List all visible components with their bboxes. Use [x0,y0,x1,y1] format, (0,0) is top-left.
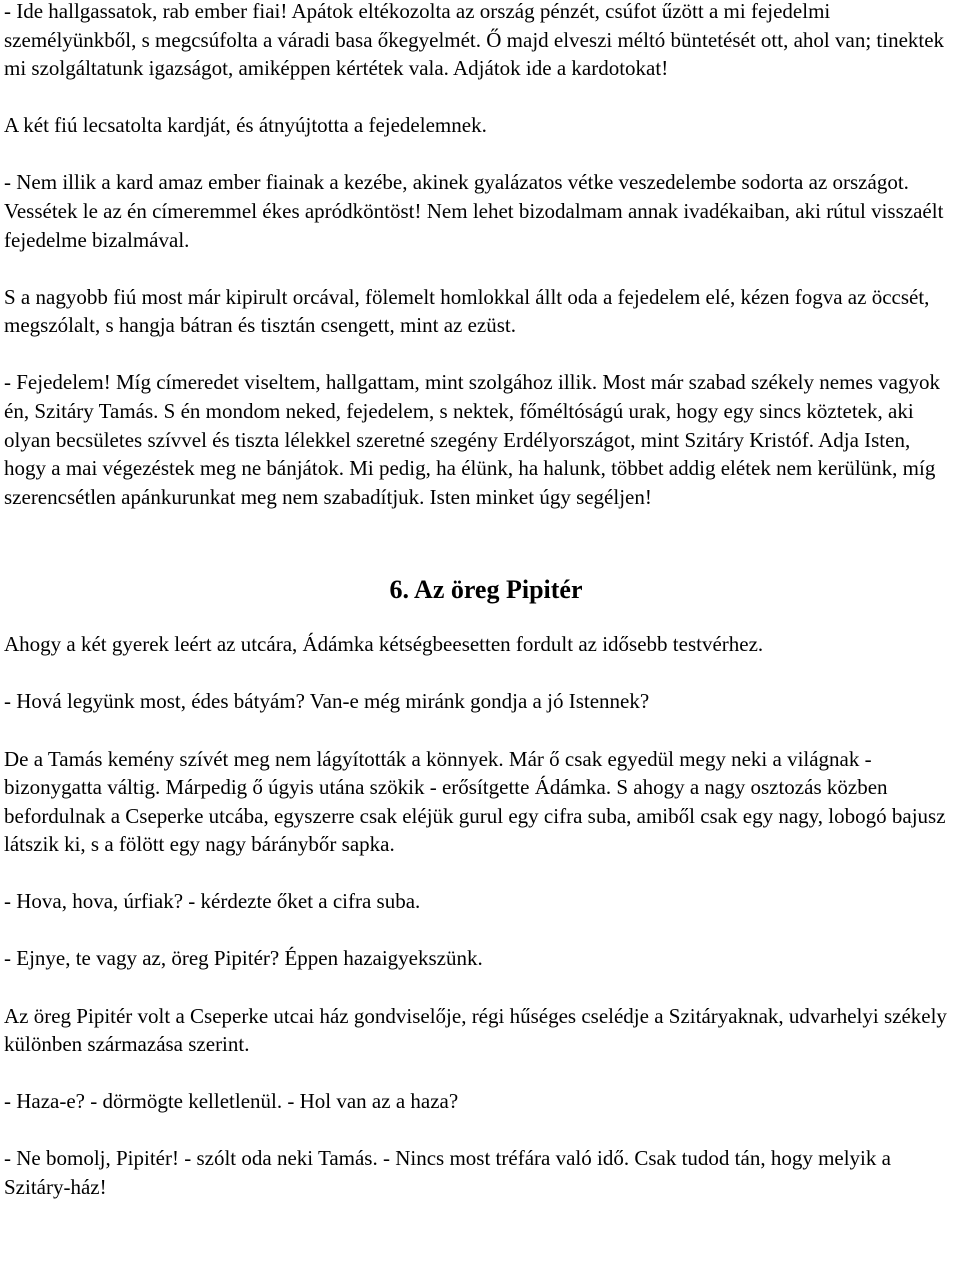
paragraph: - Hova, hova, úrfiak? - kérdezte őket a cifra suba. [4,889,421,914]
paragraph: - Ne bomolj, Pipitér! - szólt oda neki Tamás. - Nincs most tréfára való idő. Csak tudod tán, hogy melyik a Szitáry-ház! [4,1146,891,1199]
paragraph: S a nagyobb fiú most már kipirult orcával, fölemelt homlokkal állt oda a fejedelem elé, kézen fogva az öccsét, megszólalt, s hangja bátran és tisztán csengett, mint az ezüst. [4,284,930,338]
paragraph: Ahogy a két gyerek leért az utcára, Ádámka kétségbeesetten fordult az idősebb testvérhez. [4,632,764,657]
paragraph: A két fiú lecsatolta kardját, és átnyújtotta a fejedelemnek. [4,113,487,138]
paragraph: - Hová legyünk most, édes bátyám? Van-e még miránk gondja a jó Istennek? [4,689,650,714]
paragraph: - Nem illik a kard amaz ember fiainak a kezébe, akinek gyalázatos vétke veszedelembe sodorta az országot. Vessétek le az én címeremmel ékes apródköntöst! Nem lehet bizodalmam annak ivadékaiban, aki rútul visszaélt fejedelme bizalmával. [4,170,944,252]
paragraph: De a Tamás kemény szívét meg nem lágyították a könnyek. Már ő csak egyedül megy neki a világnak - bizonygatta váltig. Márpedig ő úgyis utána szökik - erősítgette Ádámka. S ahogy a nagy osztozás közben befordulnak a Cseperke utcába, egyszerre csak eléjük gurul egy cifra suba, amiből csak egy nagy, lobogó bajusz látszik ki, s a fölött egy nagy báránybőr sapka. [4,746,946,857]
paragraph: - Haza-e? - dörmögte kelletlenül. - Hol van az a haza? [4,1089,459,1114]
chapter-title: 6. Az öreg Pipitér [389,575,583,605]
paragraph: - Ejnye, te vagy az, öreg Pipitér? Éppen hazaigyekszünk. [4,946,483,971]
paragraph: - Ide hallgassatok, rab ember fiai! Apátok eltékozolta az ország pénzét, csúfot űzött a mi fejedelmi személyünkből, s megcsúfolta a váradi basa őkegyelmét. Ő majd elveszi méltó büntetését ott, ahol van; tinektek mi szolgáltatunk igazságot, amiképpen kértétek vala. Adjátok ide a kardotokat! [4,0,945,81]
document-page [4,0,956,1230]
paragraph: - Fejedelem! Míg címeredet viseltem, hallgattam, mint szolgához illik. Most már szabad székely nemes vagyok én, Szitáry Tamás. S én mondom neked, fejedelem, s nektek, főméltóságú urak, hogy egy sincs köztetek, aki olyan becsületes szívvel és tiszta lélekkel szeretné szegény Erdélyországot, mint Szitáry Kristóf. Adja Isten, hogy a mai végezéstek meg ne bánjátok. Mi pedig, ha élünk, ha halunk, többet addig elétek nem kerülünk, míg szerencsétlen apánkurunkat meg nem szabadítjuk. Isten minket úgy segéljen! [4,370,940,509]
paragraph: Az öreg Pipitér volt a Cseperke utcai ház gondviselője, régi hűséges cselédje a Szitáryaknak, udvarhelyi székely különben származása szerint. [4,1003,947,1057]
